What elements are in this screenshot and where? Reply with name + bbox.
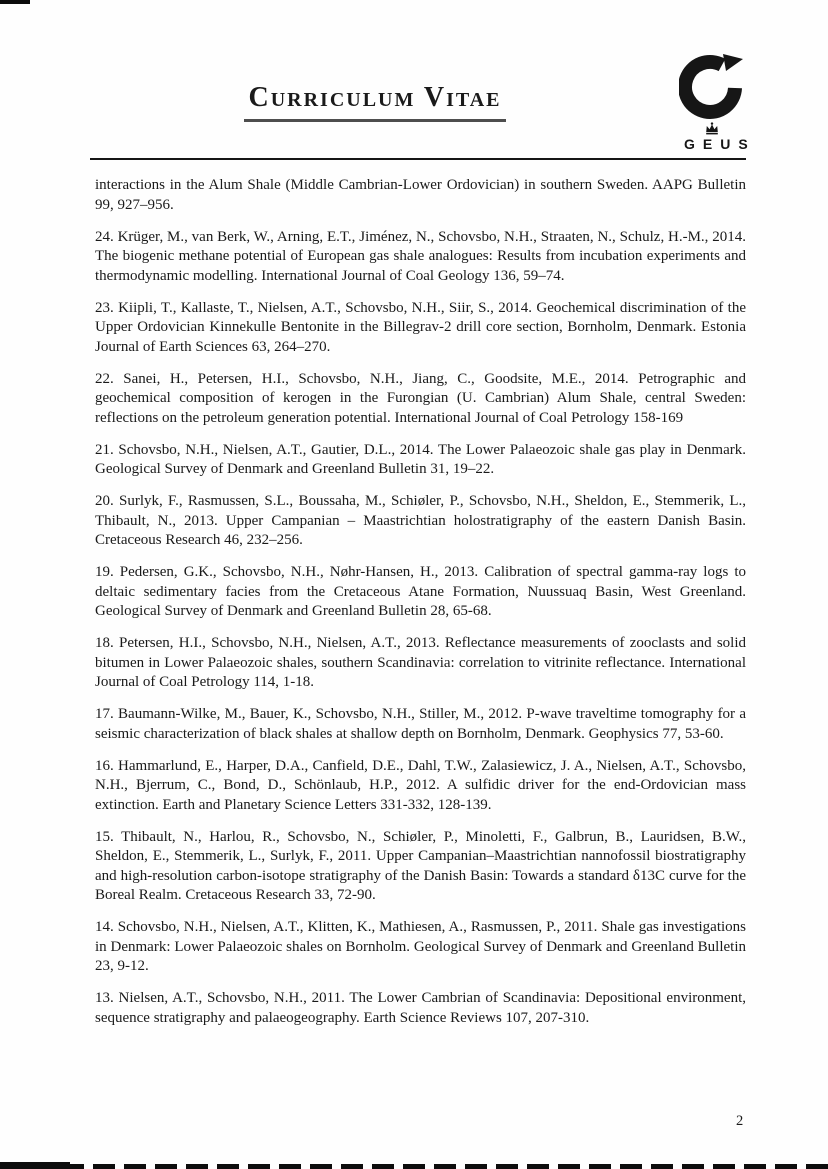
publication-continuation: interactions in the Alum Shale (Middle Cambrian-Lower Ordovician) in southern Sweden. AAPG Bulletin 99, 927–956. (95, 177, 746, 213)
geus-logo-text: GEUS (684, 136, 756, 152)
publication-entry: 18. Petersen, H.I., Schovsbo, N.H., Nielsen, A.T., 2013. Reflectance measurements of zooclasts and solid bitumen in Lower Palaeozoic shales, southern Scandinavia: correlation to vitrinite reflectance. International Journal of Coal Petrology 114, 1-18. (95, 635, 746, 690)
header-rule (90, 158, 746, 160)
publication-entry: 22. Sanei, H., Petersen, H.I., Schovsbo, N.H., Jiang, C., Goodsite, M.E., 2014. Petrographic and geochemical composition of kerogen in the Furongian (U. Cambrian) Alum Shale, central Sweden: reflections on the petroleum generation potential. International Journal of Coal Petrology 158-169 (95, 370, 746, 426)
publication-entry: 19. Pedersen, G.K., Schovsbo, N.H., Nøhr-Hansen, H., 2013. Calibration of spectral gamma-ray logs to deltaic sedimentary facies from the Cretaceous Atane Formation, Nuussuaq Basin, West Greenland. Geological Survey of Denmark and Greenland Bulletin 28, 65-68. (95, 564, 746, 619)
geus-logo-mark-icon (679, 52, 745, 120)
scan-artifact-bottom-left (0, 1162, 70, 1169)
geus-logo (676, 52, 756, 152)
publication-entry: 23. Kiipli, T., Kallaste, T., Nielsen, A.T., Schovsbo, N.H., Siir, S., 2014. Geochemical discrimination of the Upper Ordovician Kinnekulle Bentonite in the Billegrav-2 drill core section, Bornholm, Denmark. Estonia Journal of Earth Sciences 63, 264–270. (95, 299, 746, 355)
publication-entry: 16. Hammarlund, E., Harper, D.A., Canfield, D.E., Dahl, T.W., Zalasiewicz, J. A., Nielsen, A.T., Schovsbo, N.H., Bjerrum, C., Bond, D., Schönlaub, H.P., 2012. A sulfidic driver for the end-Ordovician mass extinction. Earth and Planetary Science Letters 331-332, 128-139. (95, 757, 746, 813)
scan-artifact-top-left (0, 0, 30, 4)
scan-artifact-bottom (0, 1164, 828, 1169)
publication-entry: 21. Schovsbo, N.H., Nielsen, A.T., Gautier, D.L., 2014. The Lower Palaeozoic shale gas play in Denmark. Geological Survey of Denmark and Greenland Bulletin 31, 19–22. (95, 441, 746, 477)
publication-entry: 17. Baumann-Wilke, M., Bauer, K., Schovsbo, N.H., Stiller, M., 2012. P-wave traveltime tomography for a seismic characterization of black shales at shallow depth on Bornholm, Denmark. Geophysics 77, 53-60. (95, 706, 746, 742)
page-number: 2 (736, 1113, 744, 1129)
publication-entry: 20. Surlyk, F., Rasmussen, S.L., Boussaha, M., Schiøler, P., Schovsbo, N.H., Sheldon, E., Stemmerik, L., Thibault, N., 2013. Upper Campanian – Maastrichtian holostratigraphy of the eastern Danish Basin. Cretaceous Research 46, 232–256. (95, 493, 746, 548)
page-title: Curriculum Vitae (244, 82, 505, 122)
publication-entry: 13. Nielsen, A.T., Schovsbo, N.H., 2011. The Lower Cambrian of Scandinavia: Depositional environment, sequence stratigraphy and palaeogeography. Earth Science Reviews 107, 207-310. (95, 990, 746, 1026)
crown-icon (704, 122, 720, 135)
publication-entry: 14. Schovsbo, N.H., Nielsen, A.T., Klitten, K., Mathiesen, A., Rasmussen, P., 2011. Shale gas investigations in Denmark: Lower Palaeozoic shales on Bornholm. Geological Survey of Denmark and Greenland Bulletin 23, 9-12. (95, 919, 746, 974)
publication-entry: 15. Thibault, N., Harlou, R., Schovsbo, N., Schiøler, P., Minoletti, F., Galbrun, B., Lauridsen, B.W., Sheldon, E., Stemmerik, L., Surlyk, F., 2011. Upper Campanian–Maastrichtian nannofossil biostratigraphy and high-resolution carbon-isotope stratigraphy of the Danish Basin: Towards a standard δ13C curve for the Boreal Realm. Cretaceous Research 33, 72-90. (95, 828, 746, 903)
publication-entry: 24. Krüger, M., van Berk, W., Arning, E.T., Jiménez, N., Schovsbo, N.H., Straaten, N., Schulz, H.-M., 2014. The biogenic methane potential of European gas shale analogues: Results from incubation experiments and thermodynamic modelling. International Journal of Coal Geology 136, 59–74. (95, 228, 746, 284)
page-header (95, 82, 655, 122)
publications-list (95, 176, 746, 1041)
